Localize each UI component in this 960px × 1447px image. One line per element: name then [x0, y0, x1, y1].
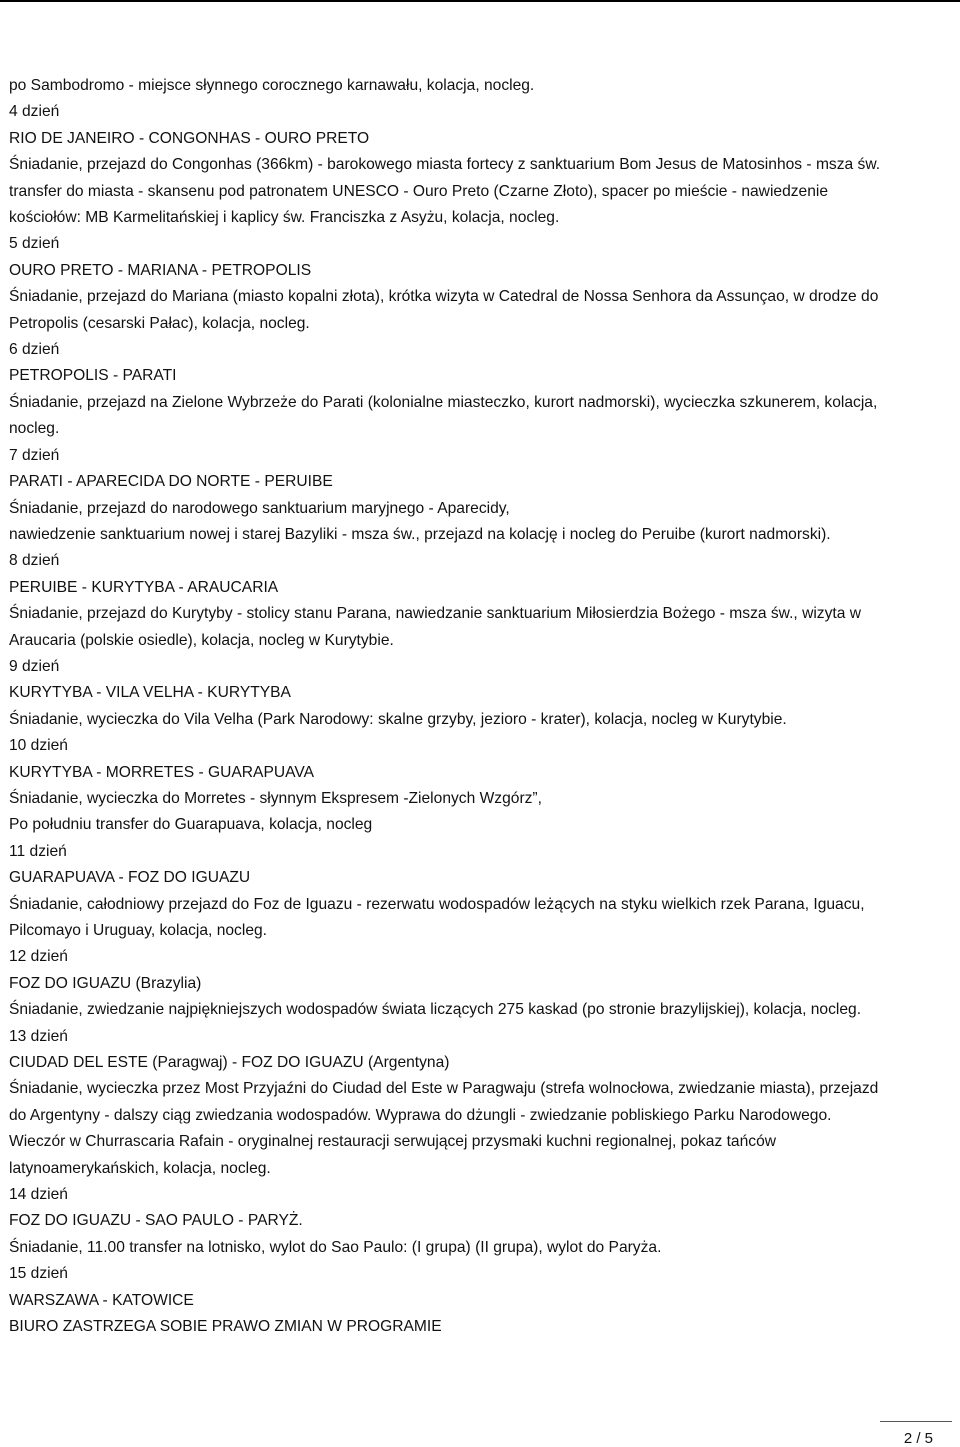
- day-heading-14: 14 dzień: [9, 1186, 68, 1204]
- page-number: 2 / 5: [903, 1430, 933, 1447]
- route-title-14: FOZ DO IGUAZU - SAO PAULO - PARYŻ.: [9, 1212, 303, 1230]
- day-heading-13: 13 dzień: [9, 1027, 68, 1045]
- day-heading-8: 8 dzień: [9, 552, 60, 570]
- route-title-7: PARATI - APARECIDA DO NORTE - PERUIBE: [9, 473, 333, 491]
- route-title-5: OURO PRETO - MARIANA - PETROPOLIS: [9, 261, 312, 279]
- text-line-36: Śniadanie, zwiedzanie najpiękniejszych wodospadów świata liczących 275 kaskad (po stronie brazylijskiej), kolacja, nocleg.: [9, 1001, 862, 1019]
- text-line-14: nocleg.: [9, 420, 60, 438]
- text-line-4: Śniadanie, przejazd do Congonhas (366km) - barokowego miasta fortecy z sanktuarium Bom Jesus de Matosinhos - msza św.: [9, 156, 881, 174]
- text-line-33: Pilcomayo i Uruguay, kolacja, nocleg.: [9, 922, 267, 939]
- text-line-6: kościołów: MB Karmelitańskiej i kaplicy św. Franciszka z Asyżu, kolacja, nocleg.: [9, 209, 560, 227]
- day-heading-11: 11 dzień: [9, 842, 67, 860]
- route-title-9: KURYTYBA - VILA VELHA - KURYTYBA: [9, 684, 291, 702]
- text-line-17: Śniadanie, przejazd do narodowego sanktuarium maryjnego - Aparecidy,: [9, 499, 510, 517]
- route-title-8: PERUIBE - KURYTYBA - ARAUCARIA: [9, 578, 279, 596]
- text-line-28: Śniadanie, wycieczka do Morretes - słynnym Ekspresem -Zielonych Wzgórz”,: [9, 789, 542, 807]
- disclaimer-text: BIURO ZASTRZEGA SOBIE PRAWO ZMIAN W PROGRAMIE: [9, 1318, 442, 1336]
- text-line-9: Śniadanie, przejazd do Mariana (miasto kopalni złota), krótka wizyta w Catedral de Nossa Senhora da Assunçao, w drodze do: [9, 288, 879, 306]
- route-title-10: KURYTYBA - MORRETES - GUARAPUAVA: [9, 763, 314, 781]
- route-title-6: PETROPOLIS - PARATI: [9, 367, 177, 385]
- text-line-1: po Sambodromo - miejsce słynnego corocznego karnawału, kolacja, nocleg.: [9, 77, 535, 94]
- day-heading-7: 7 dzień: [9, 446, 60, 464]
- route-title-12: FOZ DO IGUAZU (Brazylia): [9, 974, 202, 992]
- text-line-45: Śniadanie, 11.00 transfer na lotnisko, wylot do Sao Paulo: (I grupa) (II grupa), wylot do Paryża.: [9, 1238, 662, 1256]
- day-heading-6: 6 dzień: [9, 341, 60, 359]
- day-heading-10: 10 dzień: [9, 737, 68, 755]
- text-line-42: latynoamerykańskich, kolacja, nocleg.: [9, 1159, 271, 1177]
- text-line-32: Śniadanie, całodniowy przejazd do Foz de Iguazu - rezerwatu wodospadów leżących na styku wielkich rzek Parana, Iguacu,: [9, 895, 865, 913]
- text-line-18: nawiedzenie sanktuarium nowej i starej Bazyliki - msza św., przejazd na kolację i nocleg do Peruibe (kurort nadmorski).: [9, 525, 831, 543]
- text-line-13: Śniadanie, przejazd na Zielone Wybrzeże do Parati (kolonialne miasteczko, kurort nadmorski), wycieczka szkunerem, kolacja,: [9, 393, 878, 411]
- text-line-39: Śniadanie, wycieczka przez Most Przyjaźni do Ciudad del Este w Paragwaju (strefa wolnocłowa, zwiedzanie miasta), przejazd: [9, 1080, 879, 1098]
- day-heading-5: 5 dzień: [9, 235, 60, 253]
- day-heading-12: 12 dzień: [9, 948, 68, 966]
- day-heading-9: 9 dzień: [9, 657, 60, 675]
- text-line-41: Wieczór w Churrascaria Rafain - oryginalnej restauracji serwującej przysmaki kuchni regionalnej, pokaz tańców: [9, 1133, 777, 1151]
- text-line-25: Śniadanie, wycieczka do Vila Velha (Park Narodowy: skalne grzyby, jezioro - krater), kolacja, nocleg w Kurytybie.: [9, 710, 787, 728]
- document-body: [9, 73, 949, 1341]
- day-heading-4: 4 dzień: [9, 103, 60, 121]
- day-heading-15: 15 dzień: [9, 1265, 68, 1283]
- text-line-40: do Argentyny - dalszy ciąg zwiedzania wodospadów. Wyprawa do dżungli - zwiedzanie pobliskiego Parku Narodowego.: [9, 1106, 832, 1124]
- footer-divider: [880, 1421, 952, 1422]
- text-line-5: transfer do miasta - skansenu pod patronatem UNESCO - Ouro Preto (Czarne Złoto), spacer po mieście - nawiedzenie: [9, 182, 829, 200]
- text-line-29: Po południu transfer do Guarapuava, kolacja, nocleg: [9, 816, 373, 834]
- route-title-13: CIUDAD DEL ESTE (Paragwaj) - FOZ DO IGUAZU (Argentyna): [9, 1054, 450, 1072]
- route-title-15: WARSZAWA - KATOWICE: [9, 1291, 194, 1309]
- text-line-21: Śniadanie, przejazd do Kurytyby - stolicy stanu Parana, nawiedzanie sanktuarium Miłosierdzia Bożego - msza św., wizyta w: [9, 605, 861, 623]
- route-title-4: RIO DE JANEIRO - CONGONHAS - OURO PRETO: [9, 129, 370, 147]
- route-title-11: GUARAPUAVA - FOZ DO IGUAZU: [9, 869, 251, 887]
- top-border-line: [0, 0, 960, 2]
- text-line-22: Araucaria (polskie osiedle), kolacja, nocleg w Kurytybie.: [9, 631, 394, 649]
- text-line-10: Petropolis (cesarski Pałac), kolacja, nocleg.: [9, 314, 310, 332]
